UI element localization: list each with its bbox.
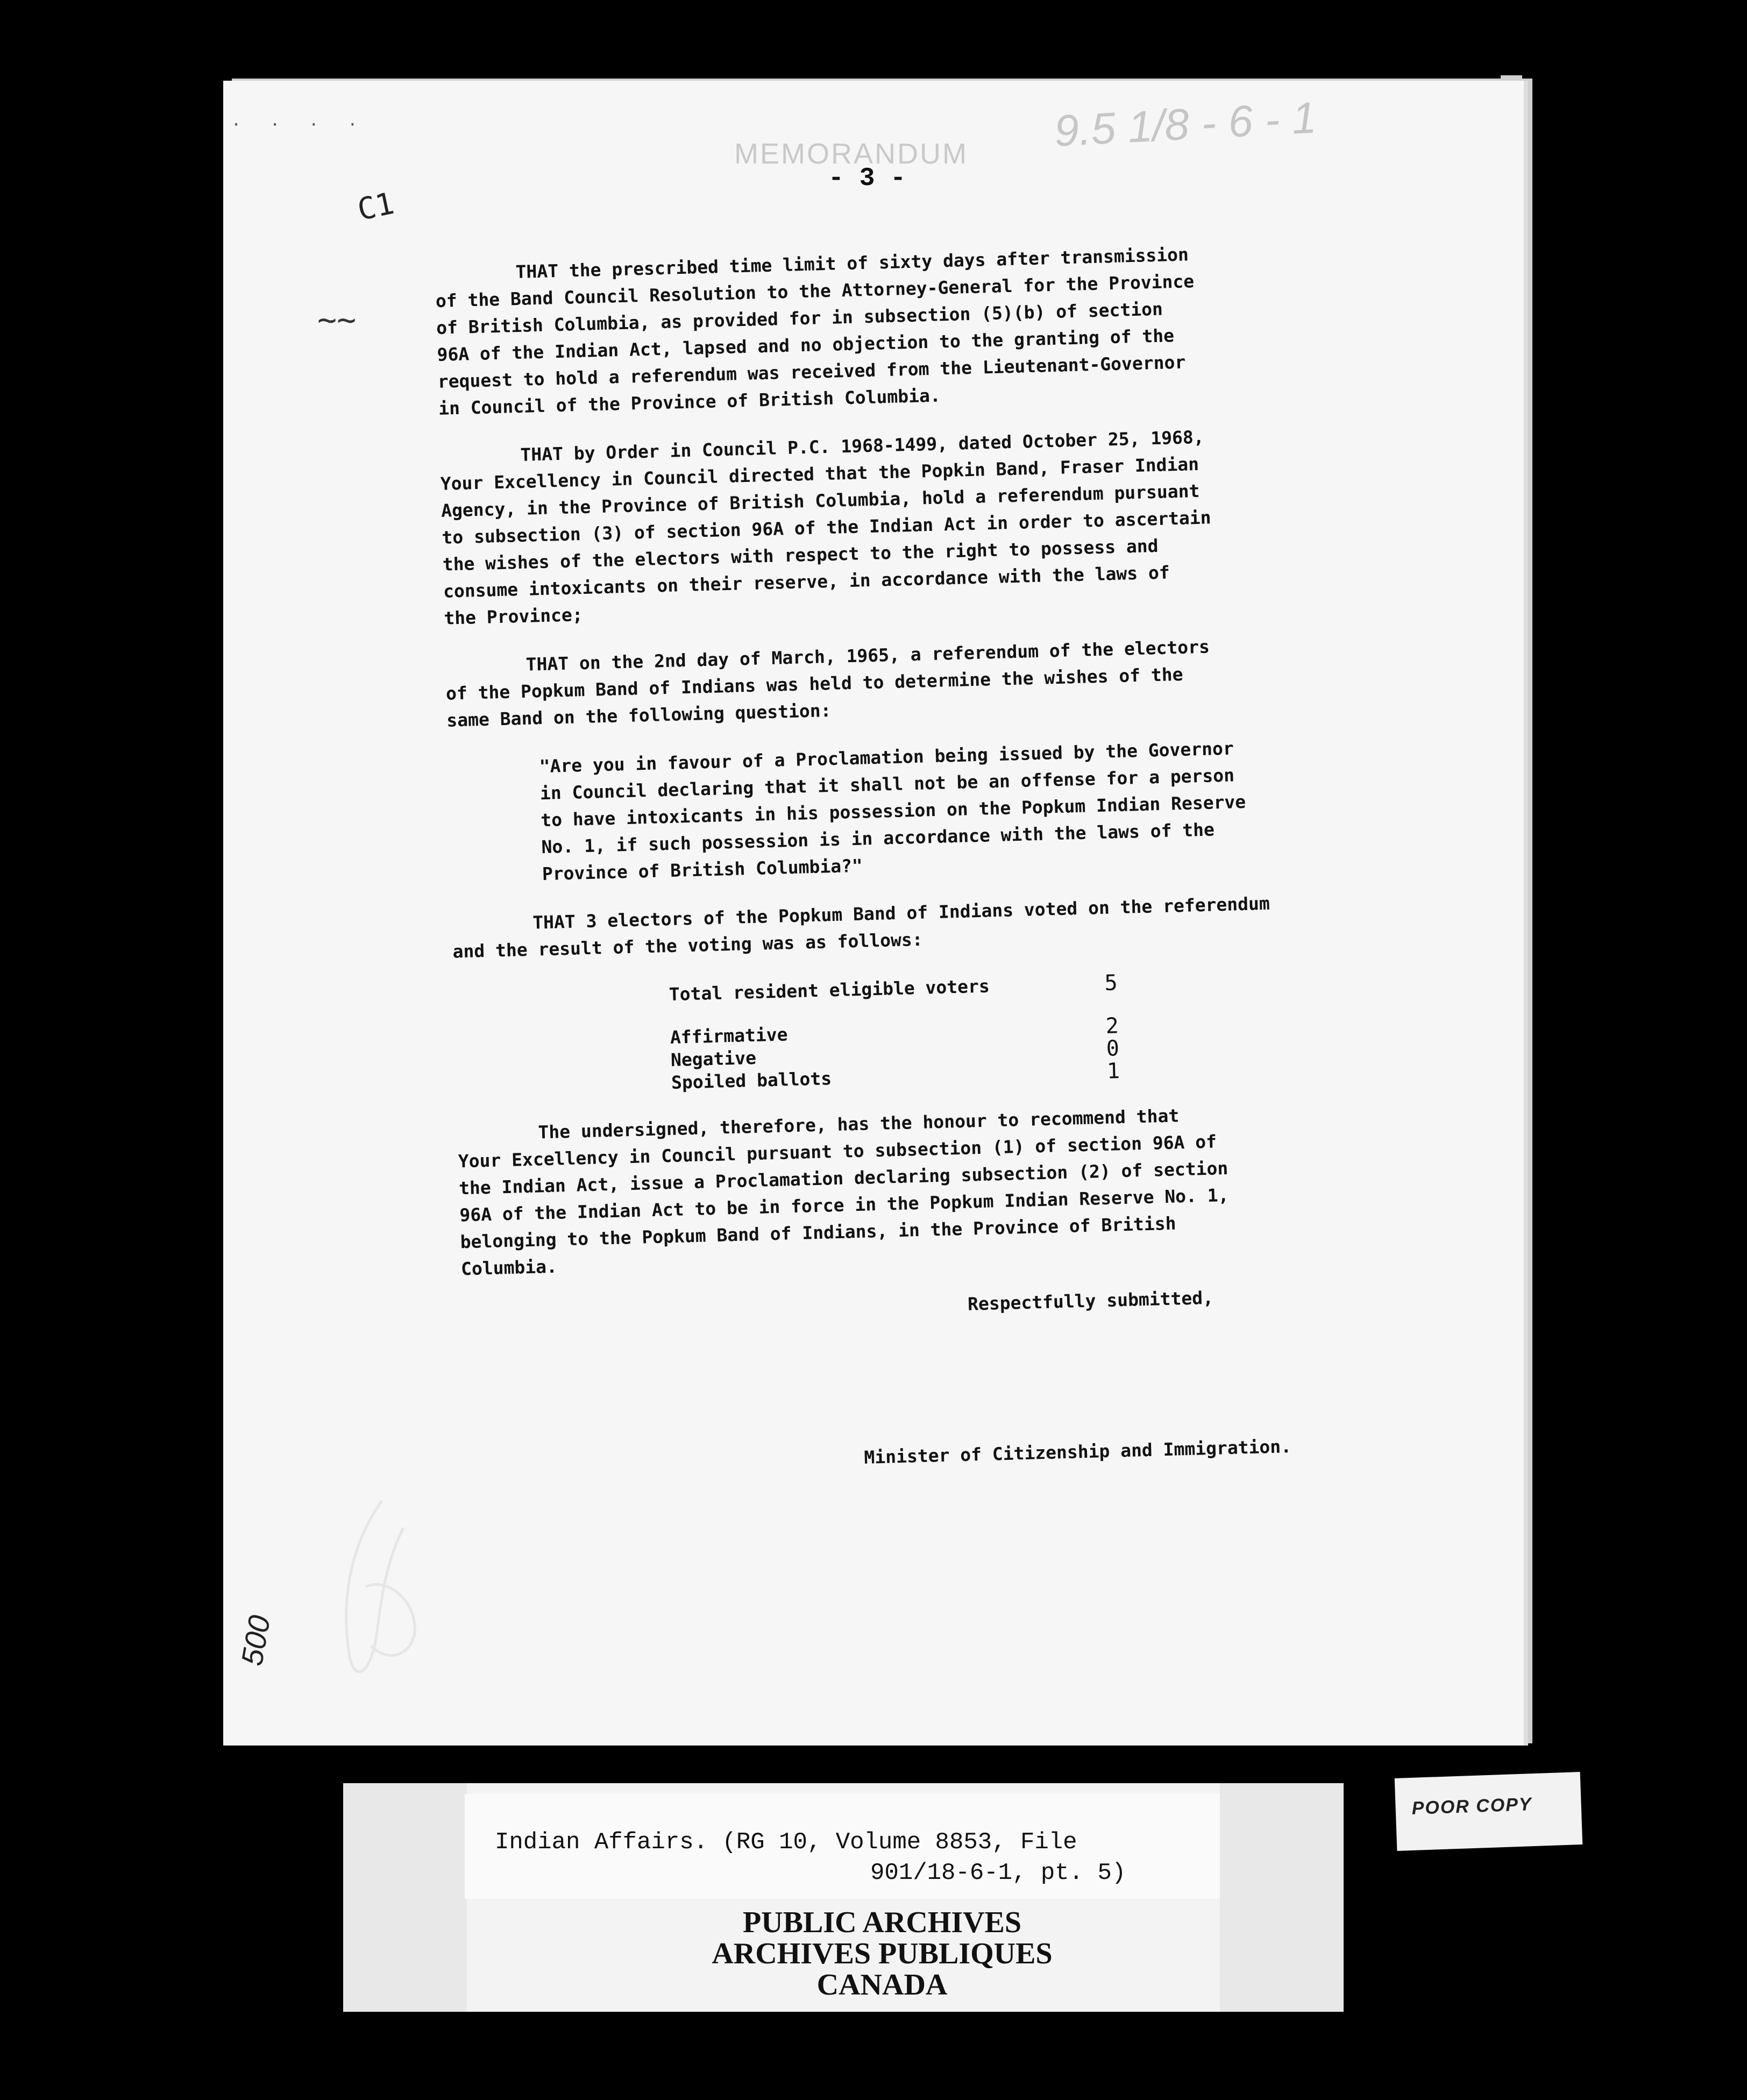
vote-label: Negative: [670, 1047, 757, 1071]
page-number: - 3 -: [828, 164, 906, 193]
archives-french: ARCHIVES PUBLIQUES: [712, 1937, 1053, 1970]
corner-mark: C1: [354, 186, 397, 228]
paragraph-time-limit: THAT the prescribed time limit of sixty days after transmission of the Band Council Resolution to the Attorney-General for the Province of British Columbia, as provided for in subsection (5)(b) of section 96A of the Indian Act, lapsed and no objection to the granting of the request to hold a referendum was received from the Lieutenant-Governor in Council of the Province of British Columbia.: [435, 244, 1195, 419]
poor-copy-label: [1395, 1772, 1583, 1851]
reference-line-1: Indian Affairs. (RG 10, Volume 8853, File: [495, 1829, 1077, 1856]
paragraph-referendum-date: THAT on the 2nd day of March, 1965, a referendum of the electors of the Popkum Band of Indians was held to determine the wishes of the same Band on the following question:: [445, 636, 1210, 731]
vote-label: Affirmative: [670, 1024, 788, 1048]
vote-value: 1: [1106, 1059, 1120, 1084]
margin-dots: · · · ·: [231, 116, 367, 134]
poor-copy-text: POOR COPY: [1411, 1794, 1533, 1819]
handwritten-initials: [323, 1495, 430, 1689]
margin-handwritten-number: 500: [234, 1613, 277, 1669]
archives-english: PUBLIC ARCHIVES: [742, 1906, 1022, 1939]
paragraph-voting-result: THAT 3 electors of the Popkum Band of Indians voted on the referendum and the result of the voting was as follows:: [452, 892, 1270, 962]
vote-label: Total resident eligible voters: [669, 975, 990, 1005]
memorandum-body: [435, 236, 1434, 1481]
vote-value: 0: [1106, 1036, 1120, 1061]
handwritten-file-number: 9.5 1/8 - 6 - 1: [1053, 93, 1318, 156]
vote-value: 2: [1105, 1013, 1119, 1039]
archive-card-left-tab: [343, 1783, 467, 2012]
paragraph-recommendation: The undersigned, therefore, has the honour to recommend that Your Excellency in Council pursuant to subsection (1) of section 96A of the Indian Act, issue a Proclamation declaring subsection (2) of section 96A of the Indian Act to be in force in the Popkum Indian Reserve No. 1, belonging to the Popkum Band of Indians, in the Province of British Columbia.: [458, 1105, 1229, 1280]
archive-card-right-tab: [1220, 1783, 1344, 2012]
vote-label: Spoiled ballots: [671, 1068, 832, 1093]
vote-results-table: [669, 969, 1120, 1094]
closing-line: Respectfully submitted,: [967, 1287, 1214, 1315]
memorandum-heading: MEMORANDUM: [734, 138, 968, 170]
archives-country: CANADA: [816, 1968, 948, 2002]
referendum-question: "Are you in favour of a Proclamation being issued by the Governor in Council declaring that it shall not be an offense for a person to have intoxicants in his possession on the Popkum Indian Reserve No. 1, if such possession is in accordance with the laws of the Province of British Columbia?": [539, 737, 1246, 885]
signer-title: Minister of Citizenship and Immigration.: [863, 1436, 1292, 1468]
margin-squiggle: ~~: [317, 301, 357, 339]
archives-stamp: [613, 1907, 1151, 2000]
vote-value: 5: [1104, 970, 1118, 996]
reference-line-2: 901/18-6-1, pt. 5): [870, 1860, 1126, 1886]
paragraph-order-in-council: THAT by Order in Council P.C. 1968-1499, dated October 25, 1968, Your Excellency in Council directed that the Popkin Band, Fraser Indian Agency, in the Province of British Columbia, hold a referendum pursuant to subsection (3) of section 96A of the Indian Act in order to ascertain the wishes of the electors with respect to the right to possess and consume intoxicants on their reserve, in accordance with the laws of the Province;: [440, 426, 1211, 629]
